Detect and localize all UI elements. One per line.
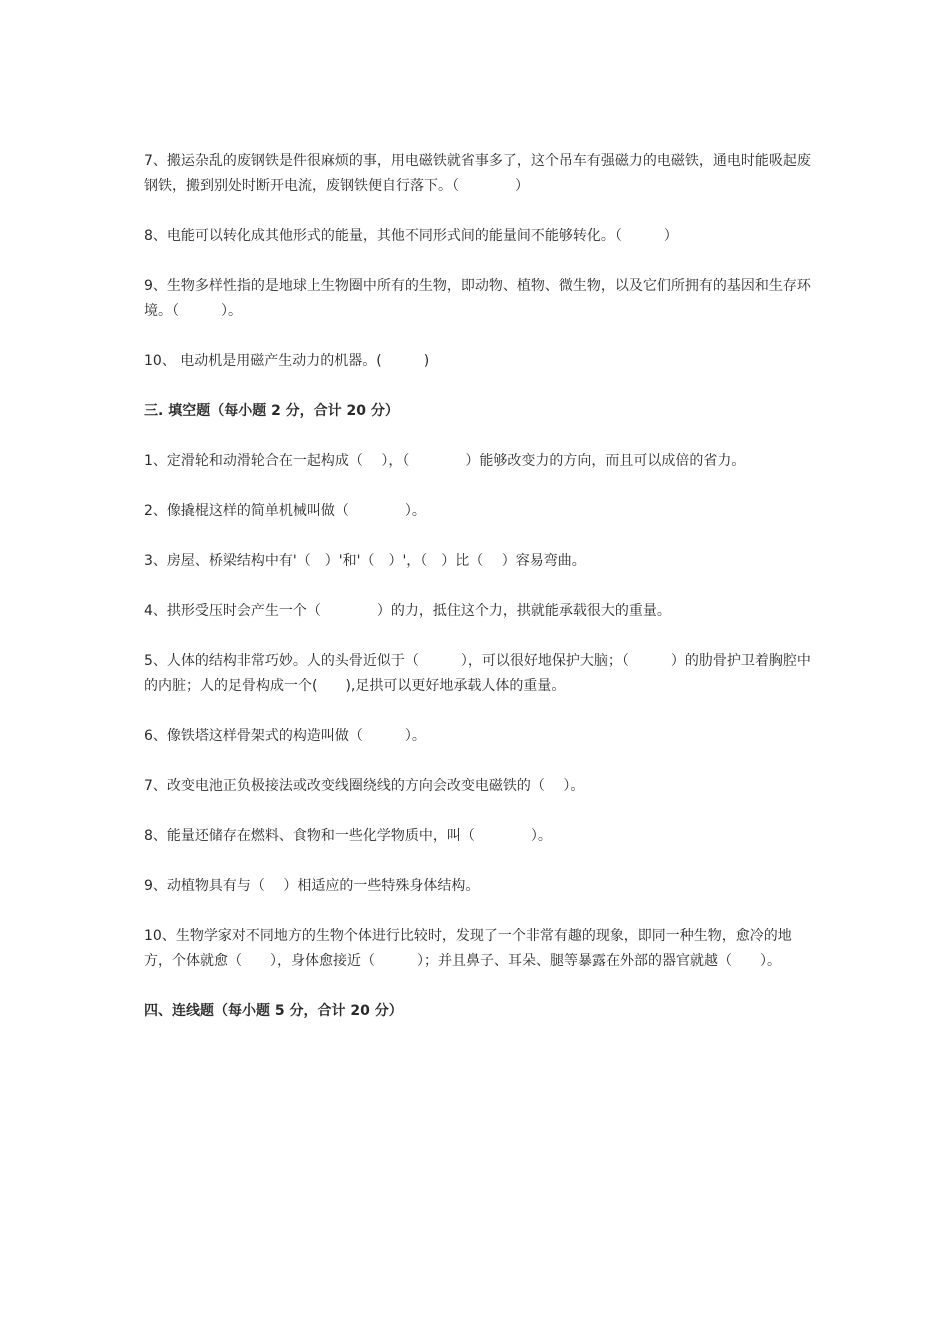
fill-item-7: 7、改变电池正负极接法或改变线圈绕线的方向会改变电磁铁的（ ）。	[144, 778, 585, 794]
fill-section-heading: 三. 填空题（每小题 2 分，合计 20 分）	[144, 403, 399, 419]
fill-item-3: 3、房屋、桥梁结构中有'（ ）'和'（ ）'，（ ）比（ ）容易弯曲。	[144, 553, 586, 569]
fill-item-1: 1、定滑轮和动滑轮合在一起构成（ ），（ ）能够改变力的方向，而且可以成倍的省力。	[144, 453, 746, 469]
judgement-item-7: 7、搬运杂乱的废钢铁是件很麻烦的事，用电磁铁就省事多了，这个吊车有强磁力的电磁铁，通电时能吸起废钢铁，搬到别处时断开电流，废钢铁便自行落下。（ ）	[144, 153, 811, 194]
judgement-item-8: 8、电能可以转化成其他形式的能量，其他不同形式间的能量间不能够转化。（ ）	[144, 228, 678, 244]
fill-item-5: 5、人体的结构非常巧妙。人的头骨近似于（ ），可以很好地保护大脑；（ ）的肋骨护卫着胸腔中的内脏；人的足骨构成一个( ),足拱可以更好地承载人体的重量。	[144, 653, 811, 694]
fill-item-6: 6、像铁塔这样骨架式的构造叫做（ ）。	[144, 728, 426, 744]
fill-item-10: 10、生物学家对不同地方的生物个体进行比较时，发现了一个非常有趣的现象，即同一种生物，愈冷的地方，个体就愈（ ），身体愈接近（ ）；并且鼻子、耳朵、腿等暴露在外部的器官就越（ ）。	[144, 928, 792, 969]
fill-item-8: 8、能量还储存在燃料、食物和一些化学物质中，叫（ ）。	[144, 828, 552, 844]
fill-item-9: 9、动植物具有与（ ）相适应的一些特殊身体结构。	[144, 878, 480, 894]
judgement-item-9: 9、生物多样性指的是地球上生物圈中所有的生物，即动物、植物、微生物，以及它们所拥有的基因和生存环境。（ ）。	[144, 278, 811, 319]
fill-item-2: 2、像撬棍这样的简单机械叫做（ ）。	[144, 503, 426, 519]
document-page	[144, 149, 816, 1049]
match-section-heading: 四、连线题（每小题 5 分，合计 20 分）	[144, 1003, 403, 1019]
judgement-item-10: 10、 电动机是用磁产生动力的机器。( )	[144, 353, 430, 369]
fill-item-4: 4、拱形受压时会产生一个（ ）的力，抵住这个力，拱就能承载很大的重量。	[144, 603, 671, 619]
